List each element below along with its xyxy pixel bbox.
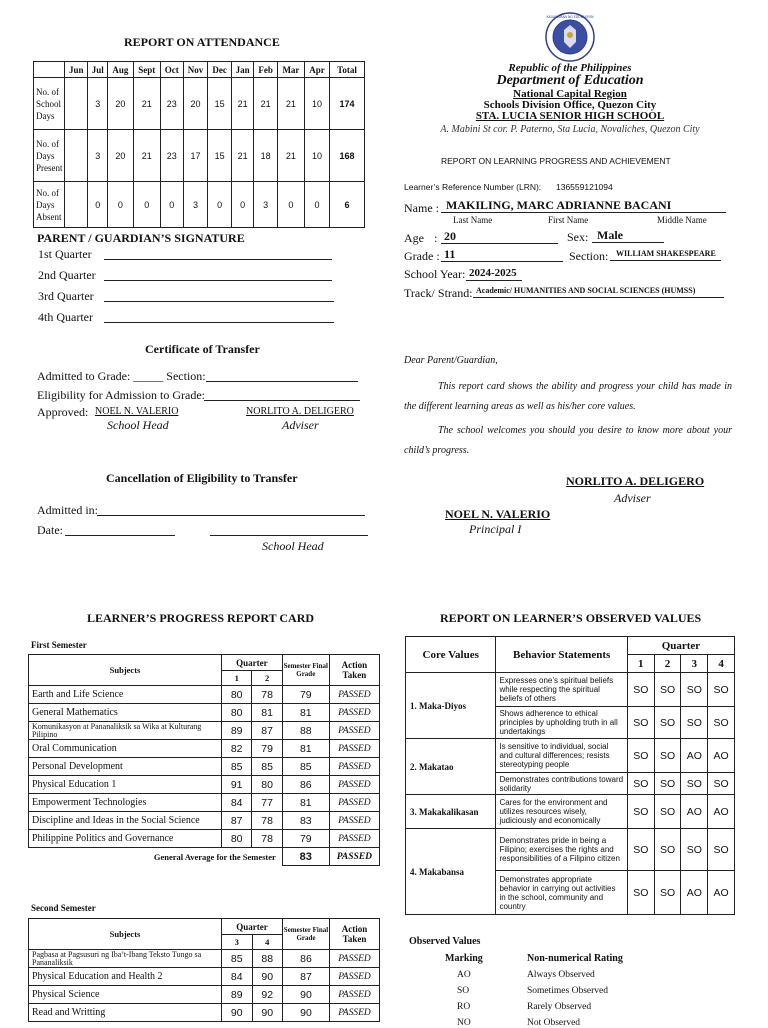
quarter-number: 2 [252, 671, 282, 686]
final-grade: 85 [282, 758, 329, 776]
value-rating: AO [708, 739, 735, 773]
final-grade: 88 [282, 722, 329, 740]
quarter-grade: 90 [222, 1004, 253, 1022]
subject-row [29, 740, 380, 758]
value-rating: SO [627, 773, 654, 795]
quarter-grade: 77 [252, 794, 282, 812]
value-rating: SO [627, 871, 654, 915]
header-department: Department of Education [496, 73, 644, 88]
quarter-grade: 91 [222, 776, 252, 794]
subject-name: Oral Communication [29, 740, 222, 758]
letter-paragraph-2: The school welcomes you should you desire to know more about your child’s progress. [404, 425, 732, 456]
signature-line [104, 280, 332, 281]
final-grade: 81 [282, 794, 329, 812]
quarter-grade: 81 [252, 704, 282, 722]
legend-marking-header: Marking [445, 953, 483, 964]
signature-line [104, 301, 334, 302]
school-year-label: School Year: [404, 267, 466, 281]
attendance-cell: 10 [305, 130, 330, 182]
quarter-number: 2 [654, 655, 681, 673]
quarter-label: 2nd Quarter [38, 268, 96, 282]
attendance-total: 174 [330, 78, 365, 130]
quarter-label: 4th Quarter [38, 310, 93, 324]
attendance-cell: 21 [254, 78, 277, 130]
final-grade: 87 [283, 968, 330, 986]
general-average-label: General Average for the Semester [153, 851, 276, 862]
second-semester-table [28, 918, 380, 1022]
letter-paragraph-1: This report card shows the ability and progress your child has made in the different learning areas as well as his/her core values. [404, 381, 732, 412]
attendance-cell [65, 130, 88, 182]
attendance-row [34, 78, 365, 130]
attendance-cell: 10 [305, 78, 330, 130]
quarter-grade: 90 [252, 1004, 283, 1022]
attendance-cell: 20 [108, 130, 134, 182]
cancel-title: Cancellation of Eligibility to Transfer [106, 471, 298, 485]
transfer-eligibility: Eligibility for Admission to Grade: [37, 388, 205, 402]
subject-name: Physical Education and Health 2 [29, 968, 222, 986]
behavior-statement: Expresses one’s spiritual beliefs while respecting the spiritual beliefs of others [496, 673, 627, 707]
quarter-grade: 90 [252, 968, 283, 986]
first-name-caption: First Name [548, 215, 589, 225]
action-taken: PASSED [330, 950, 380, 968]
subject-name: Komunikasyon at Pananaliksik sa Wika at Kulturang Pilipino [29, 722, 222, 740]
section-value: WILLIAM SHAKESPEARE [616, 249, 716, 258]
value-rating: SO [654, 829, 681, 871]
subject-row [29, 1004, 380, 1022]
attendance-header-row [34, 62, 365, 78]
seal-text: KAGAWARAN NG EDUKASYON [546, 15, 594, 19]
quarter-grade: 89 [222, 722, 252, 740]
month-header: Apr [305, 62, 330, 78]
cancel-admitted: Admitted in: [37, 503, 98, 517]
attendance-total: 6 [330, 182, 365, 228]
value-rating: SO [627, 829, 654, 871]
value-rating: SO [708, 829, 735, 871]
quarter-label: 3rd Quarter [38, 289, 94, 303]
legend-desc: Not Observed [527, 1018, 581, 1028]
section-label: Section: [569, 249, 609, 263]
behavior-header: Behavior Statements [496, 637, 627, 673]
final-grade: 90 [283, 986, 330, 1004]
name-label: Name : [404, 201, 439, 215]
quarter-grade: 85 [252, 758, 282, 776]
value-rating: SO [681, 673, 708, 707]
quarter-number: 1 [627, 655, 654, 673]
value-rating: SO [681, 707, 708, 739]
subject-name: Discipline and Ideas in the Social Science [29, 812, 222, 830]
attendance-row-label: No. of Days Present [34, 130, 65, 182]
value-rating: AO [681, 871, 708, 915]
subject-name: Physical Science [29, 986, 222, 1004]
quarter-grade: 80 [222, 686, 252, 704]
value-rating: SO [654, 707, 681, 739]
header-division: Schools Division Office, Quezon City [483, 99, 657, 111]
principal-role: Principal I [469, 522, 522, 536]
action-taken: PASSED [329, 740, 379, 758]
principal-name: NOEL N. VALERIO [445, 507, 551, 521]
quarter-label: 1st Quarter [38, 247, 92, 261]
letter-adviser-role: Adviser [614, 491, 651, 505]
action-taken: PASSED [329, 686, 379, 704]
action-header: Action Taken [330, 919, 380, 950]
behavior-statement: Is sensitive to individual, social and cultural differences; resists stereotyping people [496, 739, 627, 773]
core-value: 2. Makatao [406, 739, 496, 795]
values-title: REPORT ON LEARNER’S OBSERVED VALUES [440, 611, 702, 625]
behavior-statement: Cares for the environment and utilizes resources wisely, judiciously and economically [496, 795, 627, 829]
value-rating: SO [681, 829, 708, 871]
legend-mark: NO [457, 1018, 471, 1028]
general-average-action: PASSED [329, 848, 379, 866]
transfer-admitted: Admitted to Grade: _____ Section: [37, 369, 206, 383]
value-rating: SO [627, 739, 654, 773]
header-region: National Capital Region [513, 88, 627, 100]
attendance-cell: 21 [277, 78, 304, 130]
subject-name: General Mathematics [29, 704, 222, 722]
value-rating: SO [708, 707, 735, 739]
subject-row [29, 950, 380, 968]
attendance-cell: 21 [231, 130, 254, 182]
subject-name: Pagbasa at Pagsusuri ng Iba’t-Ibang Teksto Tungo sa Pananaliksik [29, 950, 222, 968]
action-taken: PASSED [329, 794, 379, 812]
month-header: Jun [65, 62, 88, 78]
attendance-total: 168 [330, 130, 365, 182]
quarter-grade: 87 [252, 722, 282, 740]
attendance-cell: 0 [208, 182, 231, 228]
quarter-grade: 84 [222, 968, 253, 986]
value-row [406, 739, 735, 773]
quarter-grade: 85 [222, 758, 252, 776]
quarter-grade: 89 [222, 986, 253, 1004]
quarter-grade: 80 [222, 704, 252, 722]
subject-row [29, 968, 380, 986]
cancel-date: Date: [37, 523, 63, 537]
school-year-value: 2024-2025 [469, 267, 517, 279]
transfer-title: Certificate of Transfer [145, 342, 260, 356]
legend-desc: Rarely Observed [527, 1002, 592, 1012]
attendance-cell [65, 78, 88, 130]
value-rating: SO [681, 773, 708, 795]
value-row [406, 829, 735, 871]
month-header: Dec [208, 62, 231, 78]
attendance-cell: 21 [277, 130, 304, 182]
month-header: Sept [133, 62, 160, 78]
attendance-cell: 15 [208, 78, 231, 130]
values-table [405, 636, 735, 915]
header-address: A. Mabini St cor. P. Paterno, Sta Lucia, Novaliches, Quezon City [440, 124, 700, 135]
subject-row [29, 722, 380, 740]
school-head-role: School Head [107, 418, 169, 432]
track-value: Academic/ HUMANITIES AND SOCIAL SCIENCES (HUMSS) [476, 286, 696, 295]
final-grade-header: Semester Final Grade [283, 919, 330, 950]
legend-mark: RO [457, 1002, 471, 1012]
month-header: Aug [108, 62, 134, 78]
learner-name: MAKILING, MARC ADRIANNE BACANI [446, 198, 672, 212]
behavior-statement: Shows adherence to ethical principles by upholding truth in all undertakings [496, 707, 627, 739]
value-rating: SO [654, 773, 681, 795]
attendance-cell: 21 [231, 78, 254, 130]
subjects-header: Subjects [29, 655, 222, 686]
value-rating: SO [627, 707, 654, 739]
header-republic: Republic of the Philippines [508, 62, 632, 74]
subject-name: Read and Writting [29, 1004, 222, 1022]
quarter-header: Quarter [222, 655, 283, 671]
sex-label: Sex: [567, 230, 589, 244]
action-taken: PASSED [330, 1004, 380, 1022]
quarter-grade: 88 [252, 950, 283, 968]
final-grade: 79 [282, 830, 329, 848]
cancel-school-head-role: School Head [262, 539, 324, 553]
first-semester-label: First Semester [31, 640, 87, 650]
quarter-grade: 92 [252, 986, 283, 1004]
value-rating: AO [681, 795, 708, 829]
attendance-row [34, 182, 365, 228]
final-grade-header: Semester Final Grade [282, 655, 329, 686]
final-grade: 81 [282, 740, 329, 758]
legend-title: Observed Values [409, 936, 481, 947]
quarter-grade: 80 [252, 776, 282, 794]
action-taken: PASSED [329, 776, 379, 794]
letter-greeting: Dear Parent/Guardian, [404, 355, 498, 366]
lrn-value: 136559121094 [556, 182, 613, 192]
track-label: Track/ Strand: [404, 286, 473, 300]
attendance-table [33, 61, 365, 228]
final-grade: 81 [282, 704, 329, 722]
value-rating: AO [708, 795, 735, 829]
month-header: Jan [231, 62, 254, 78]
quarter-grade: 78 [252, 686, 282, 704]
attendance-row-label: No. of Days Absent [34, 182, 65, 228]
value-rating: AO [708, 871, 735, 915]
final-grade: 90 [283, 1004, 330, 1022]
month-header: Feb [254, 62, 277, 78]
quarter-grade: 78 [252, 812, 282, 830]
attendance-cell: 21 [133, 130, 160, 182]
quarter-grade: 84 [222, 794, 252, 812]
attendance-row [34, 130, 365, 182]
grade-label: Grade : [404, 249, 440, 263]
attendance-title: REPORT ON ATTENDANCE [124, 35, 280, 49]
value-rating: SO [654, 739, 681, 773]
behavior-statement: Demonstrates pride in being a Filipino; exercises the rights and responsibilities of a Filipino citizen [496, 829, 627, 871]
final-grade: 86 [282, 776, 329, 794]
first-semester-table [28, 654, 380, 866]
legend-mark: AO [457, 970, 471, 980]
attendance-cell: 23 [160, 78, 183, 130]
transfer-approved: Approved: [37, 405, 89, 419]
behavior-statement: Demonstrates contributions toward solidarity [496, 773, 627, 795]
subjects-header: Subjects [29, 919, 222, 950]
general-average-row [29, 848, 380, 866]
subject-row [29, 794, 380, 812]
quarter-number: 3 [222, 935, 253, 950]
core-value: 4. Makabansa [406, 829, 496, 915]
attendance-cell [65, 182, 88, 228]
subject-name: Philippine Politics and Governance [29, 830, 222, 848]
quarter-header: Quarter [627, 637, 734, 655]
attendance-cell: 15 [208, 130, 231, 182]
attendance-cell: 0 [108, 182, 134, 228]
attendance-cell: 3 [88, 78, 108, 130]
attendance-cell: 17 [183, 130, 208, 182]
attendance-cell: 0 [133, 182, 160, 228]
quarter-grade: 85 [222, 950, 253, 968]
behavior-statement: Demonstrates appropriate behavior in carrying out activities in the school, community and country [496, 871, 627, 915]
signature-line [104, 259, 332, 260]
subject-row [29, 758, 380, 776]
legend-rating-header: Non-numerical Rating [527, 953, 623, 964]
adviser-role: Adviser [282, 418, 319, 432]
report-title: REPORT ON LEARNING PROGRESS AND ACHIEVEMENT [441, 156, 671, 166]
attendance-cell: 0 [277, 182, 304, 228]
second-semester-label: Second Semester [31, 903, 96, 913]
final-grade: 86 [283, 950, 330, 968]
final-grade: 83 [282, 812, 329, 830]
attendance-row-label: No. of School Days [34, 78, 65, 130]
subject-name: Empowerment Technologies [29, 794, 222, 812]
month-header: Nov [183, 62, 208, 78]
core-value: 1. Maka-Diyos [406, 673, 496, 739]
core-value: 3. Makakalikasan [406, 795, 496, 829]
quarter-number: 4 [252, 935, 283, 950]
attendance-cell: 0 [88, 182, 108, 228]
attendance-cell: 21 [133, 78, 160, 130]
value-rating: SO [708, 773, 735, 795]
month-header: Oct [160, 62, 183, 78]
school-head-name: NOEL N. VALERIO [95, 406, 179, 417]
value-rating: SO [627, 673, 654, 707]
subject-name: Physical Education 1 [29, 776, 222, 794]
deped-seal [545, 12, 595, 62]
attendance-cell: 18 [254, 130, 277, 182]
legend-mark: SO [457, 986, 470, 996]
header-school: STA. LUCIA SENIOR HIGH SCHOOL [475, 110, 665, 122]
attendance-cell: 0 [160, 182, 183, 228]
general-average-value: 83 [282, 848, 329, 866]
value-row [406, 795, 735, 829]
quarter-grade: 79 [252, 740, 282, 758]
quarter-grade: 80 [222, 830, 252, 848]
progress-title: LEARNER’S PROGRESS REPORT CARD [87, 611, 315, 625]
attendance-cell: 3 [254, 182, 277, 228]
last-name-caption: Last Name [453, 215, 493, 225]
age-label: Age [404, 231, 424, 245]
legend-desc: Always Observed [527, 970, 595, 980]
grade-value: 11 [444, 247, 456, 261]
subject-row [29, 830, 380, 848]
quarter-grade: 87 [222, 812, 252, 830]
signature-title: PARENT / GUARDIAN’S SIGNATURE [37, 231, 245, 245]
adviser-name: NORLITO A. DELIGERO [246, 406, 354, 417]
lrn-label: Learner’s Reference Number (LRN): [404, 182, 542, 192]
quarter-number: 1 [222, 671, 252, 686]
month-header: Jul [88, 62, 108, 78]
deped-seal-icon [545, 12, 595, 62]
action-taken: PASSED [329, 758, 379, 776]
action-taken: PASSED [330, 968, 380, 986]
attendance-cell: 20 [183, 78, 208, 130]
action-taken: PASSED [330, 986, 380, 1004]
action-header: Action Taken [329, 655, 379, 686]
sex-value: Male [597, 228, 623, 242]
value-rating: SO [627, 795, 654, 829]
quarter-grade: 78 [252, 830, 282, 848]
subject-name: Earth and Life Science [29, 686, 222, 704]
attendance-cell: 0 [231, 182, 254, 228]
quarter-number: 4 [708, 655, 735, 673]
value-rating: SO [654, 871, 681, 915]
subject-row [29, 986, 380, 1004]
value-rating: SO [654, 673, 681, 707]
value-rating: AO [681, 739, 708, 773]
attendance-cell: 0 [305, 182, 330, 228]
action-taken: PASSED [329, 704, 379, 722]
subject-row [29, 686, 380, 704]
action-taken: PASSED [329, 812, 379, 830]
attendance-cell: 23 [160, 130, 183, 182]
attendance-cell: 3 [183, 182, 208, 228]
subject-row [29, 704, 380, 722]
age-value: 20 [444, 229, 456, 243]
signature-line [104, 322, 334, 323]
attendance-cell: 20 [108, 78, 134, 130]
action-taken: PASSED [329, 722, 379, 740]
middle-name-caption: Middle Name [657, 215, 707, 225]
subject-row [29, 776, 380, 794]
quarter-header: Quarter [222, 919, 283, 935]
legend-desc: Sometimes Observed [527, 986, 609, 996]
final-grade: 79 [282, 686, 329, 704]
value-row [406, 673, 735, 707]
value-rating: SO [708, 673, 735, 707]
subject-row [29, 812, 380, 830]
value-rating: SO [654, 795, 681, 829]
month-header: Total [330, 62, 365, 78]
core-values-header: Core Values [406, 637, 496, 673]
quarter-grade: 82 [222, 740, 252, 758]
month-header: Mar [277, 62, 304, 78]
attendance-cell: 3 [88, 130, 108, 182]
subject-name: Personal Development [29, 758, 222, 776]
action-taken: PASSED [329, 830, 379, 848]
letter-adviser-name: NORLITO A. DELIGERO [566, 474, 705, 488]
quarter-number: 3 [681, 655, 708, 673]
